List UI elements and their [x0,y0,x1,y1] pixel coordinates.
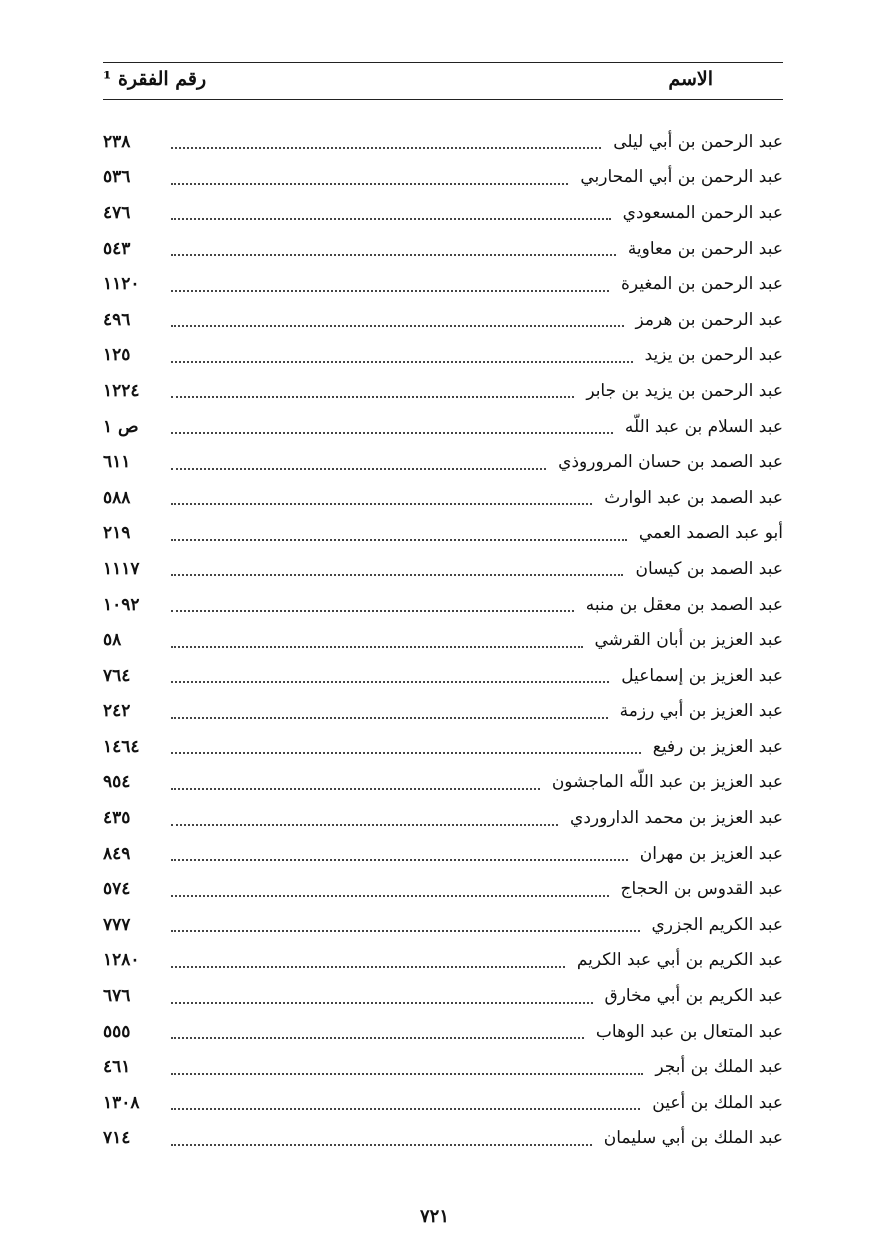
entry-number: ٦٧٦ [103,986,131,1007]
entry-number: ٨٤٩ [103,843,131,864]
dot-leader [171,431,613,434]
dot-leader [171,609,574,612]
index-entry [103,943,783,979]
dot-leader [171,253,616,256]
dot-leader [171,716,608,719]
dot-leader [171,680,609,683]
entry-number: ١٠٩٢ [103,594,140,615]
entry-number: ١١١٧ [103,558,140,579]
entry-name: عبد الكريم بن أبي مخارق [604,986,783,1007]
header-rule [103,99,783,100]
index-header [103,64,783,94]
index-entry [103,978,783,1014]
index-entry [103,480,783,516]
entry-number: ١٢٨٠ [103,950,140,971]
entry-name: عبد القدوس بن الحجاج [620,879,783,900]
dot-leader [171,502,592,505]
entry-name: عبد العزيز بن محمد الداروردي [570,808,783,829]
entry-name: عبد الرحمن المسعودي [622,202,783,223]
index-entry [103,658,783,694]
entry-name: عبد العزيز بن إسماعيل [621,665,783,686]
dot-leader [171,324,624,327]
index-entry [103,1121,783,1157]
index-entry [103,800,783,836]
index-entry [103,444,783,480]
entry-number: ٥٤٣ [103,238,131,259]
index-entry [103,409,783,445]
entry-number: ٢٣٨ [103,131,131,152]
entry-number: ٥٨٨ [103,487,131,508]
entry-number: ٦١١ [103,452,131,473]
entry-number: ٢١٩ [103,523,131,544]
index-entry [103,551,783,587]
page-number: ٧٢١ [419,1206,449,1227]
entry-name: عبد العزيز بن أبي رزمة [619,701,783,722]
dot-leader [171,217,611,220]
dot-leader [171,751,641,754]
dot-leader [171,929,640,932]
index-entry [103,266,783,302]
entry-number: ٤٩٦ [103,309,131,330]
index-entry [103,231,783,267]
entry-number: ١١٢٠ [103,274,140,295]
entry-number: ٥٣٦ [103,167,131,188]
dot-leader [171,182,568,185]
index-entry [103,302,783,338]
dot-leader [171,360,633,363]
index-entry [103,373,783,409]
index-entry [103,1014,783,1050]
entry-number: ١٤٦٤ [103,736,140,757]
dot-leader [171,1072,643,1075]
dot-leader [171,467,546,470]
entry-name: عبد الصمد بن حسان المروروذي [558,452,783,473]
dot-leader [171,1143,592,1146]
dot-leader [171,787,540,790]
entry-number: ٤٣٥ [103,808,131,829]
entry-name: عبد الكريم بن أبي عبد الكريم [576,950,783,971]
index-entry [103,694,783,730]
dot-leader [171,538,627,541]
entry-number: ٤٧٦ [103,202,131,223]
dot-leader [171,965,565,968]
entry-name: عبد الكريم الجزري [651,914,783,935]
entry-name: عبد العزيز بن عبد اللّه الماجشون [551,772,783,793]
name-column-heading: الاسم [668,68,713,90]
entry-name: عبد المتعال بن عبد الوهاب [595,1021,783,1042]
entry-number: ٥٨ [103,630,122,651]
entry-name: عبد السلام بن عبد اللّه [624,416,783,437]
index-entry [103,765,783,801]
entry-number: ص ١ [103,416,139,437]
dot-leader [171,289,609,292]
dot-leader [171,146,601,149]
index-entry [103,338,783,374]
index-entry [103,729,783,765]
dot-leader [171,573,623,576]
index-entry [103,622,783,658]
entry-number: ٧٦٤ [103,665,131,686]
entry-name: عبد الرحمن بن أبي ليلى [613,131,783,152]
entry-name: عبد الملك بن أعين [652,1092,783,1113]
index-entry [103,1085,783,1121]
index-entry [103,1049,783,1085]
entry-number: ٢٤٢ [103,701,131,722]
entry-name: عبد الرحمن بن هرمز [635,309,783,330]
index-entry [103,871,783,907]
number-column-heading: رقم الفقرة ¹ [103,68,207,90]
dot-leader [171,858,628,861]
entry-name: عبد الصمد بن معقل بن منبه [585,594,783,615]
entry-name: عبد العزيز بن رفيع [652,736,783,757]
entry-number: ١٣٠٨ [103,1092,140,1113]
entry-name: عبد العزيز بن مهران [639,843,783,864]
dot-leader [171,1036,584,1039]
dot-leader [171,1107,640,1110]
entry-name: عبد الرحمن بن يزيد [644,345,783,366]
entry-number: ٤٦١ [103,1057,131,1078]
entry-number: ١٢٥ [103,345,131,366]
index-entry [103,124,783,160]
entry-number: ٥٧٤ [103,879,131,900]
entry-number: ١٢٢٤ [103,380,140,401]
index-entry [103,160,783,196]
entry-name: عبد الرحمن بن معاوية [627,238,783,259]
entry-name: عبد الصمد بن عبد الوارث [604,487,783,508]
top-rule [103,62,783,63]
index-entry [103,587,783,623]
index-entry [103,836,783,872]
entry-name: عبد الرحمن بن المغيرة [621,274,783,295]
entry-name: عبد الصمد بن كيسان [635,558,783,579]
index-entries [103,124,783,1156]
dot-leader [171,1001,593,1004]
dot-leader [171,395,574,398]
entry-number: ٩٥٤ [103,772,131,793]
entry-name: عبد العزيز بن أبان القرشي [594,630,783,651]
entry-name: عبد الرحمن بن أبي المحاربي [580,167,783,188]
dot-leader [171,894,609,897]
entry-name: عبد الملك بن أبي سليمان [603,1128,783,1149]
entry-number: ٥٥٥ [103,1021,131,1042]
entry-name: عبد الملك بن أبجر [655,1057,783,1078]
dot-leader [171,645,583,648]
entry-name: أبو عبد الصمد العمي [638,523,783,544]
entry-name: عبد الرحمن بن يزيد بن جابر [586,380,783,401]
index-entry [103,907,783,943]
entry-number: ٧١٤ [103,1128,131,1149]
entry-number: ٧٧٧ [103,914,131,935]
index-entry [103,195,783,231]
dot-leader [171,823,558,826]
index-entry [103,516,783,552]
